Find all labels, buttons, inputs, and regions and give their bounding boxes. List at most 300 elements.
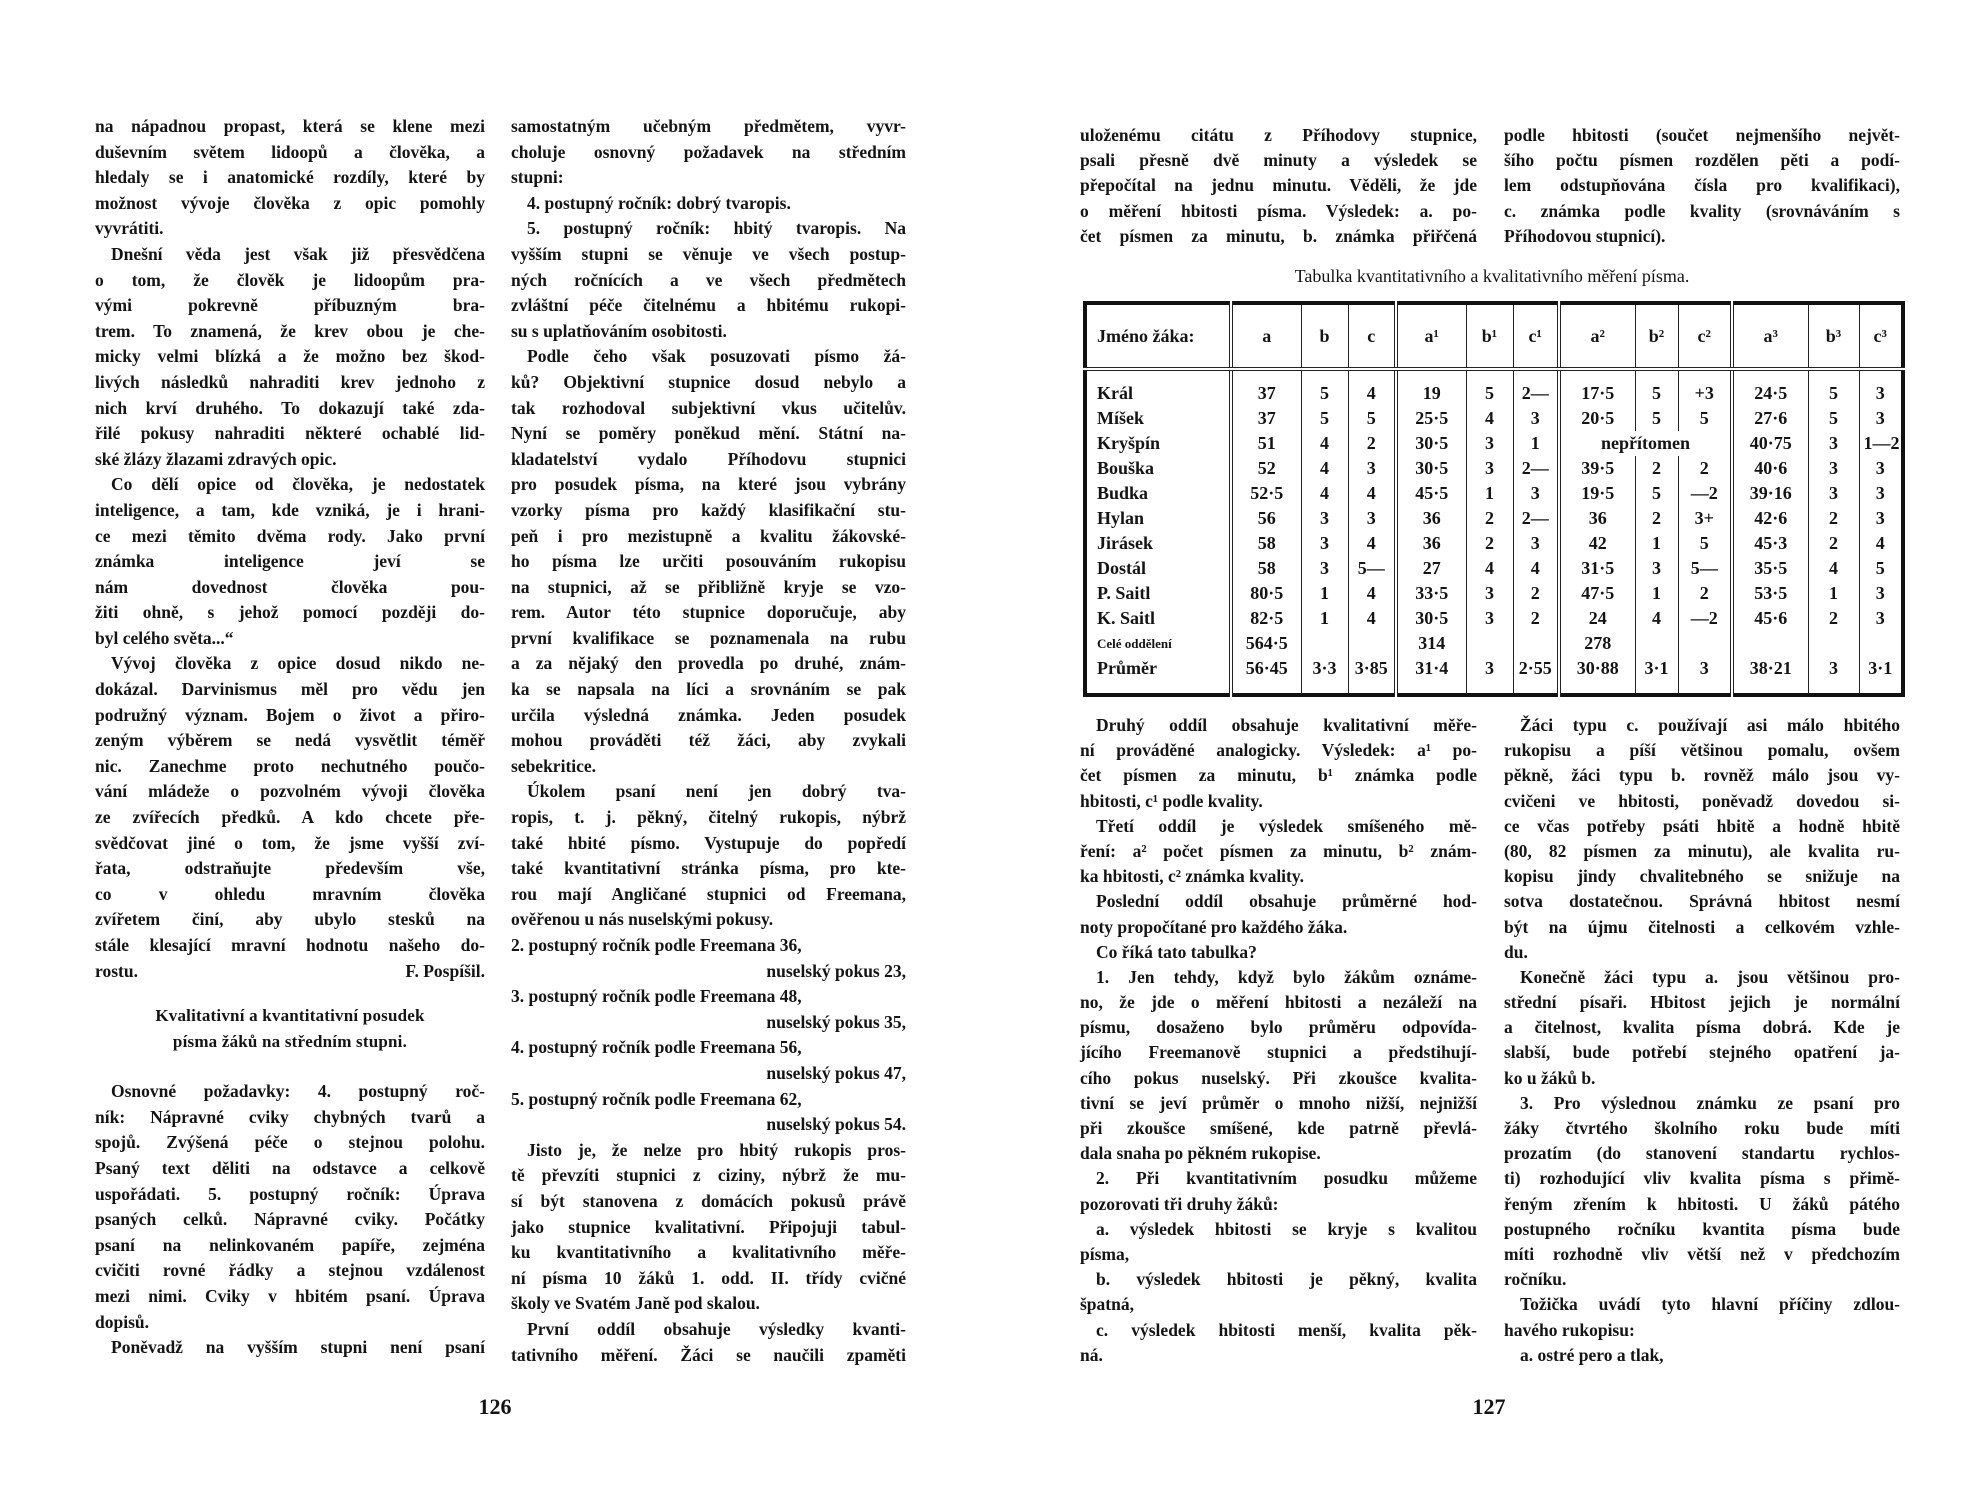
table-cell: 3 (1513, 481, 1559, 506)
paragraph (1504, 123, 1900, 249)
heading-line: písma žáků na středním stupni. (172, 1032, 408, 1052)
text-line: písmu, dosaženo bylo průměru odpovída- (1080, 1017, 1477, 1038)
text-line: ní prováděné analogicky. Výsledek: a¹ po- (1080, 740, 1477, 761)
table-cell: 3 (1678, 656, 1732, 695)
student-name: P. Saitl (1085, 581, 1231, 606)
table-cell: 3 (1859, 406, 1903, 431)
table-cell: 3 (1301, 531, 1348, 556)
table-cell (1635, 631, 1678, 656)
table-cell: 42 (1559, 531, 1635, 556)
table-cell: 564·5 (1231, 631, 1301, 656)
table-cell: —2 (1678, 481, 1732, 506)
text-line: postupného ročníku kvantita písma bude (1504, 1218, 1900, 1239)
table-cell: 4 (1466, 406, 1513, 431)
table-cell: nepřítomen (1559, 431, 1732, 456)
text-line: čet písmen za minutu, b¹ známka podle (1080, 765, 1477, 786)
table-cell: 31·5 (1559, 556, 1635, 581)
text-line: také kvantitativní stránka písma, pro kte- (511, 858, 906, 879)
text-line: a. ostré pero a tlak, (1520, 1344, 1664, 1365)
table-cell (1466, 631, 1513, 656)
table-cell: +3 (1678, 369, 1732, 406)
table-cell: 5 (1635, 406, 1678, 431)
column-header: b¹ (1466, 303, 1513, 369)
text-line: mohou prováděti též žáci, aby zvykali (511, 730, 906, 751)
paragraph (1504, 1091, 1900, 1293)
text-line: Poslední oddíl obsahuje průměrné hod- (1096, 891, 1477, 912)
text-line: nám dovednost člověka pou- (95, 576, 485, 597)
text-line: dokázal. Darvinismus měl pro vědu jen (95, 679, 485, 700)
page-number-right: 127 (1472, 1394, 1506, 1419)
table-cell (1348, 631, 1396, 656)
paragraph (95, 242, 485, 472)
table-cell: 3·1 (1635, 656, 1678, 695)
table-cell: 2 (1513, 606, 1559, 631)
student-name: Bouška (1085, 456, 1231, 481)
text-line: ník: Nápravné cviky chybných tvarů a (95, 1106, 485, 1127)
table-cell: 36 (1396, 506, 1466, 531)
text-line: cvičiti rovné řádky a stejnou vzdálenost (95, 1260, 485, 1281)
table-cell: 3 (1466, 456, 1513, 481)
paragraph (511, 191, 906, 217)
column-header: c (1348, 303, 1396, 369)
table-cell: 82·5 (1231, 606, 1301, 631)
table-cell: —2 (1678, 606, 1732, 631)
table-cell: 5 (1301, 406, 1348, 431)
list-item-sub: nuselský pokus 54. (766, 1114, 906, 1135)
table-cell: 5 (1301, 369, 1348, 406)
list-item (511, 1087, 906, 1138)
page-number-left: 126 (478, 1394, 512, 1419)
text-line: Vývoj člověka z opice dosud nikdo ne- (111, 653, 485, 674)
table-cell: 3 (1513, 531, 1559, 556)
text-line: ka hbitosti, c² známka kvality. (1080, 866, 1305, 887)
text-line: tivní se jeví průměr o mnoho nižší, nejnižší (1080, 1092, 1477, 1113)
table-cell: 30·88 (1559, 656, 1635, 695)
table-cell: 5 (1678, 531, 1732, 556)
text-line: du. (1504, 941, 1528, 962)
table-row (1085, 506, 1903, 531)
column-header: a¹ (1396, 303, 1466, 369)
table-row (1085, 631, 1903, 656)
table-cell: 2·55 (1513, 656, 1559, 695)
text-line: a za nějaký den provedla po druhé, znám- (511, 653, 906, 674)
table-cell: 1 (1635, 581, 1678, 606)
text-line: trem. To znamená, že krev obou je che- (95, 320, 485, 341)
right-page-column-1 (1080, 713, 1477, 1368)
table-cell: 4 (1301, 481, 1348, 506)
text-line: dala snaha po pěkném rukopise. (1080, 1143, 1321, 1164)
table-cell: 56 (1231, 506, 1301, 531)
text-line: Podle čeho však posuzovati písmo žá- (527, 346, 906, 367)
column-header: c¹ (1513, 303, 1559, 369)
text-line: Příhodovou stupnicí). (1504, 225, 1666, 246)
table-cell: 1 (1635, 531, 1678, 556)
paragraph (1080, 1318, 1477, 1368)
text-line: Žáci typu c. používají asi málo hbitého (1520, 715, 1900, 735)
text-line: micky velmi blízká a že možno bez škod- (95, 346, 485, 367)
paragraph (1504, 965, 1900, 1091)
paragraph (511, 1317, 906, 1368)
text-line: byl celého světa...“ (95, 627, 234, 648)
table-cell: 2 (1808, 531, 1859, 556)
table-cell: 1—2 (1859, 431, 1903, 456)
table-cell: 3 (1859, 369, 1903, 406)
table-cell: 31·4 (1396, 656, 1466, 695)
table-cell: 2 (1678, 456, 1732, 481)
text-line: mezi nimi. Cviky v hbitém psaní. Úprava (95, 1285, 485, 1306)
table-cell: 45·3 (1732, 531, 1808, 556)
paragraph (511, 1138, 906, 1317)
table-cell: 33·5 (1396, 581, 1466, 606)
text-line: cího pokus nuselský. Při zkoušce kvalita- (1080, 1067, 1477, 1088)
text-line: míti rozhodně vliv větší než v předchozím (1504, 1243, 1900, 1264)
text-line: vzorky písma pro každý klasifikační stu- (511, 499, 906, 520)
text-line: rostu. (95, 960, 138, 981)
table-cell: 4 (1466, 556, 1513, 581)
text-line: havého rukopisu: (1504, 1319, 1635, 1340)
text-line: psaní na nelinkovaném papíře, zejména (95, 1234, 485, 1255)
table-cell: 3 (1513, 406, 1559, 431)
table-cell: 40·6 (1732, 456, 1808, 481)
list-item (511, 984, 906, 1035)
text-line: také hbité písmo. Vystupuje do popředí (511, 832, 906, 853)
text-line: inteligence, a tam, kde vzniká, je i hrani- (95, 499, 485, 520)
text-line: písma, (1080, 1243, 1130, 1264)
table-cell: 3 (1466, 581, 1513, 606)
table-cell: 3 (1301, 556, 1348, 581)
text-line: (80, 82 písmen za minutu), ale kvalita ru- (1504, 840, 1900, 861)
text-line: rou mají Angličané stupnici od Freemana, (511, 883, 906, 904)
paragraph (95, 114, 485, 242)
text-line: Osnovné požadavky: 4. postupný roč- (111, 1081, 485, 1102)
table-row (1085, 556, 1903, 581)
text-line: První oddíl obsahuje výsledky kvanti- (527, 1318, 906, 1339)
text-line: noty propočítané pro každého žáka. (1080, 916, 1348, 937)
text-line: Druhý oddíl obsahuje kvalitativní měře- (1096, 715, 1477, 735)
text-line: být na újmu čitelnosti a celkovém vzhle- (1504, 916, 1900, 937)
table-cell: 5 (1808, 406, 1859, 431)
text-line: Poněvadž na vyšším stupni není psaní (111, 1337, 485, 1358)
text-line: na nápadnou propast, která se klene mezi (95, 116, 485, 136)
text-line: možnost vývoje člověka z opic pomohly (95, 192, 485, 213)
table-row (1085, 431, 1903, 456)
table-cell: 20·5 (1559, 406, 1635, 431)
list-item-main: 2. postupný ročník podle Freemana 36, (511, 935, 802, 955)
text-line: Jisto je, že nelze pro hbitý rukopis pros- (527, 1139, 906, 1160)
text-line: ných ročnících a ve všech předmětech (511, 269, 906, 290)
table-cell: 30·5 (1396, 431, 1466, 456)
table-cell: 3 (1466, 431, 1513, 456)
table-cell: 2 (1466, 506, 1513, 531)
list-item-main: 5. postupný ročník podle Freemana 62, (511, 1088, 802, 1109)
text-line: zvířetem činí, aby ubylo stesků na (95, 909, 485, 930)
student-name: K. Saitl (1085, 606, 1231, 631)
paragraph (1080, 965, 1477, 1167)
text-line: určila výsledná známka. Jeden posudek (511, 704, 906, 725)
text-line: kopisu jindy chvalitebného se snižuje na (1504, 866, 1900, 887)
table-cell: 3 (1301, 506, 1348, 531)
column-header: b² (1635, 303, 1678, 369)
table-cell: 47·5 (1559, 581, 1635, 606)
table-cell: 80·5 (1231, 581, 1301, 606)
table-cell: 4 (1635, 606, 1678, 631)
paragraph (1080, 123, 1477, 249)
text-line: jako stupnice kvalitativní. Připojuji tabul- (511, 1216, 906, 1237)
text-line: o měření hbitosti písma. Výsledek: a. po- (1080, 200, 1477, 221)
column-header: c³ (1859, 303, 1903, 369)
text-line: zvláštní péče čitelnému a hbitému rukopi- (511, 295, 906, 316)
text-line: stále klesající mravní hodnotu našeho do- (95, 935, 485, 955)
text-line: ná. (1080, 1344, 1103, 1365)
text-line: ce včas potřeby psáti hbitě a hodně hbitě (1504, 815, 1900, 836)
paragraph (1080, 1217, 1477, 1267)
text-line: Nyní se poměry poněkud mění. Státní na- (511, 423, 906, 444)
paragraph (511, 779, 906, 933)
text-line: Psaný text děliti na odstavce a celkově (95, 1157, 485, 1178)
text-line: ho písma lze určiti posouváním rukopisu (511, 551, 906, 572)
table-caption: Tabulka kvantitativního a kvalitativního měření písma. (1294, 266, 1690, 286)
table-cell: 3 (1859, 506, 1903, 531)
text-line: no, že jde o měření hbitosti a nezáleží na (1080, 992, 1477, 1013)
table-row (1085, 531, 1903, 556)
table-cell: 5 (1348, 406, 1396, 431)
table-cell: 3·1 (1859, 656, 1903, 695)
paragraph (1080, 814, 1477, 890)
text-line: lem odstupňována čísla pro kvalifikaci), (1504, 175, 1900, 196)
table-cell: 3 (1808, 481, 1859, 506)
text-line: pozorovati tři druhy žáků: (1080, 1193, 1279, 1214)
table-row (1085, 481, 1903, 506)
text-line: stupni: (511, 167, 564, 188)
paragraph (511, 216, 906, 344)
table-cell: 4 (1348, 481, 1396, 506)
text-line: známka inteligence jeví se (95, 551, 485, 572)
text-line: řata, odstraňujte především vše, (95, 858, 485, 879)
text-line: svědčovat jiné o tom, že jsme vyšší zví- (95, 832, 485, 853)
table-cell: 3 (1808, 431, 1859, 456)
table-cell: 17·5 (1559, 369, 1635, 406)
text-line: ní písma 10 žáků 1. odd. II. třídy cvičné (511, 1267, 906, 1288)
text-line: řeným zřením k hbitosti. U žáků pátého (1504, 1193, 1900, 1214)
student-name: Průměr (1085, 656, 1231, 695)
text-line: Třetí oddíl je výsledek smíšeného mě- (1096, 815, 1477, 836)
table-cell: 3 (1859, 456, 1903, 481)
right-page-column-1-top (1080, 123, 1477, 249)
text-line: ření: a² počet písmen za minutu, b² znám- (1080, 840, 1477, 861)
text-line: špatná, (1080, 1294, 1134, 1315)
column-header: a² (1559, 303, 1635, 369)
text-line: spojů. Zvýšená péče o stejnou polohu. (95, 1132, 485, 1153)
table-cell: 1 (1808, 581, 1859, 606)
text-line: duševním světem lidoopů a člověka, a (95, 141, 485, 162)
table-cell: 2— (1513, 369, 1559, 406)
text-line: ku kvantitativního a kvalitativního měře- (511, 1242, 906, 1263)
table-cell (1301, 631, 1348, 656)
table-cell: 5 (1808, 369, 1859, 406)
text-line: vání mládeže o pozvolném vývoji člověka (95, 781, 485, 802)
column-header: b (1301, 303, 1348, 369)
right-page-column-2-top (1504, 123, 1900, 249)
text-line: rem. Autor této stupnice doporučuje, aby (511, 602, 906, 623)
text-line: Tožička uvádí tyto hlavní příčiny zdlou- (1520, 1294, 1900, 1315)
table-row (1085, 369, 1903, 406)
table-cell: 37 (1231, 369, 1301, 406)
text-line: vyvrátiti. (95, 218, 164, 239)
table-cell: 3 (1348, 456, 1396, 481)
table-cell: 4 (1348, 531, 1396, 556)
paragraph (95, 472, 485, 651)
text-line: nic. Zanechme proto nechutného poučo- (95, 755, 485, 776)
table-cell: 5 (1678, 406, 1732, 431)
table-cell: 3 (1466, 606, 1513, 631)
text-line: přepočítal na jednu minutu. Věděli, že jde (1080, 175, 1477, 196)
paragraph (1080, 1267, 1477, 1317)
table-cell: 52 (1231, 456, 1301, 481)
left-page-column-1 (95, 114, 485, 1361)
column-header: a³ (1732, 303, 1808, 369)
text-line: vými pokrevně příbuzným bra- (95, 295, 485, 316)
list-item-main: 4. postupný ročník podle Freemana 56, (511, 1037, 802, 1058)
table-cell: 45·5 (1396, 481, 1466, 506)
paragraph (1080, 1166, 1477, 1216)
paragraph (95, 1079, 485, 1335)
text-line: žiti ohně, s jehož pomocí později do- (95, 602, 485, 623)
paragraph (1080, 713, 1477, 814)
table-cell: 5— (1348, 556, 1396, 581)
text-line: Dnešní věda jest však již přesvědčena (111, 243, 485, 264)
table-cell: 2— (1513, 506, 1559, 531)
table-cell: 35·5 (1732, 556, 1808, 581)
text-line: uloženému citátu z Příhodovy stupnice, (1080, 125, 1477, 145)
table-cell: 52·5 (1231, 481, 1301, 506)
text-line: na stupnici, až se přibližně kryje se vzo- (511, 576, 906, 597)
text-line: 1. Jen tehdy, když bylo žákům oznáme- (1096, 966, 1477, 987)
student-name: Král (1085, 369, 1231, 406)
text-line: řilé pokusy nahraditi některé ochablé lid- (95, 423, 485, 444)
text-line: ků? Objektivní stupnice dosud nebylo a (511, 371, 906, 392)
table-cell: 39·16 (1732, 481, 1808, 506)
table-row (1085, 581, 1903, 606)
table-cell (1732, 631, 1808, 656)
table-cell: 27 (1396, 556, 1466, 581)
student-name: Hylan (1085, 506, 1231, 531)
table-cell: 58 (1231, 556, 1301, 581)
student-name: Budka (1085, 481, 1231, 506)
text-line: psali přesně dvě minuty a výsledek se (1080, 150, 1477, 171)
text-line: ze zvířecích předků. A kdo chcete pře- (95, 807, 485, 828)
table-cell: 4 (1301, 431, 1348, 456)
paragraph (1080, 940, 1477, 965)
table-cell (1859, 631, 1903, 656)
table-cell: 3 (1808, 456, 1859, 481)
table-cell: 2 (1513, 581, 1559, 606)
table-cell: 30·5 (1396, 456, 1466, 481)
text-line: c. výsledek hbitosti menší, kvalita pěk- (1096, 1319, 1477, 1340)
column-header: c² (1678, 303, 1732, 369)
table-row (1085, 456, 1903, 481)
text-line: 3. Pro výslednou známku ze psaní pro (1520, 1092, 1900, 1113)
table-cell: 3·3 (1301, 656, 1348, 695)
table-cell: 4 (1808, 556, 1859, 581)
text-line: sotva dostatečnou. Správná hbitost nesmí (1504, 891, 1900, 912)
paragraph (1504, 1292, 1900, 1342)
text-line: pro posudek písma, na které jsou vybrány (511, 474, 906, 495)
text-line: dopisů. (95, 1311, 149, 1332)
table-cell: 1 (1301, 581, 1348, 606)
text-line: ce mezi těmito dvěma rody. Jako první (95, 525, 485, 546)
text-line: choluje osnovný požadavek na středním (511, 141, 906, 162)
text-line: ko u žáků b. (1504, 1067, 1596, 1088)
table-cell: 53·5 (1732, 581, 1808, 606)
text-line: Úkolem psaní není jen dobrý tva- (527, 781, 906, 802)
text-line: pěkně, žáci typu b. rovněž málo jsou vy- (1504, 765, 1900, 786)
text-line: ropis, t. j. pěkný, čitelný rukopis, nýbrž (511, 807, 906, 828)
list-item-sub: nuselský pokus 23, (766, 960, 906, 981)
student-name: Kryšpín (1085, 431, 1231, 456)
text-line: co v ohledu mravním člověka (95, 883, 485, 904)
text-line: zeným výběrem se nedá vysvětlit téměř (95, 730, 485, 751)
text-line: ka se napsala na líci a srovnáním se pak (511, 679, 906, 700)
table-cell: 314 (1396, 631, 1466, 656)
table-cell: 27·6 (1732, 406, 1808, 431)
table-cell: 3 (1808, 656, 1859, 695)
table-cell (1808, 631, 1859, 656)
table-cell: 24 (1559, 606, 1635, 631)
table-cell: 45·6 (1732, 606, 1808, 631)
table-cell: 5 (1635, 481, 1678, 506)
column-header: b³ (1808, 303, 1859, 369)
list-item-sub: nuselský pokus 35, (766, 1011, 906, 1032)
table-row (1085, 406, 1903, 431)
left-page-column-2 (511, 114, 906, 1368)
paragraph (1504, 713, 1900, 965)
text-line: slabší, bude potřebí stejného opatření ja- (1504, 1042, 1900, 1063)
table-cell: 25·5 (1396, 406, 1466, 431)
text-line: tak rozhodoval subjektivní vkus učitelův. (511, 397, 906, 418)
table-cell: 4 (1348, 581, 1396, 606)
text-line: tativního měření. Žáci se naučili zpaměti (511, 1344, 906, 1365)
text-line: rukopisu a píší většinou pomalu, ovšem (1504, 740, 1900, 761)
text-line: hledaly se i anatomické rozdíly, které by (95, 167, 485, 188)
text-line: sí být stanovena z domácích pokusů právě (511, 1190, 906, 1211)
table-cell: 278 (1559, 631, 1635, 656)
author-signature: F. Pospíšil. (405, 960, 485, 981)
table-cell: 3+ (1678, 506, 1732, 531)
table-cell: 36 (1559, 506, 1635, 531)
table-cell: 2 (1808, 506, 1859, 531)
text-line: první kvalifikace se poznamenala na rubu (511, 627, 906, 648)
table-cell: 2— (1513, 456, 1559, 481)
list-item-sub: nuselský pokus 47, (766, 1062, 906, 1083)
table-cell: 2 (1635, 456, 1678, 481)
table-cell: 3 (1635, 556, 1678, 581)
list-item (511, 1035, 906, 1086)
text-line: ské žlázy žlazami zdravých opic. (95, 448, 337, 469)
table-cell: 1 (1466, 481, 1513, 506)
table-cell: 36 (1396, 531, 1466, 556)
heading-line: Kvalitativní a kvantitativní posudek (155, 1006, 425, 1026)
table-cell: 51 (1231, 431, 1301, 456)
section-heading (95, 1003, 485, 1055)
text-line: 2. Při kvantitativním posudku můžeme (1096, 1168, 1477, 1189)
table-cell: 5 (1859, 556, 1903, 581)
text-line: o tom, že člověk je lidoopům pra- (95, 269, 485, 290)
column-header: a (1231, 303, 1301, 369)
text-line: uspořádati. 5. postupný ročník: Úprava (95, 1183, 485, 1204)
table-cell: 1 (1301, 606, 1348, 631)
text-line: hbitosti, c¹ podle kvality. (1080, 790, 1263, 811)
text-line: ročníku. (1504, 1269, 1567, 1290)
